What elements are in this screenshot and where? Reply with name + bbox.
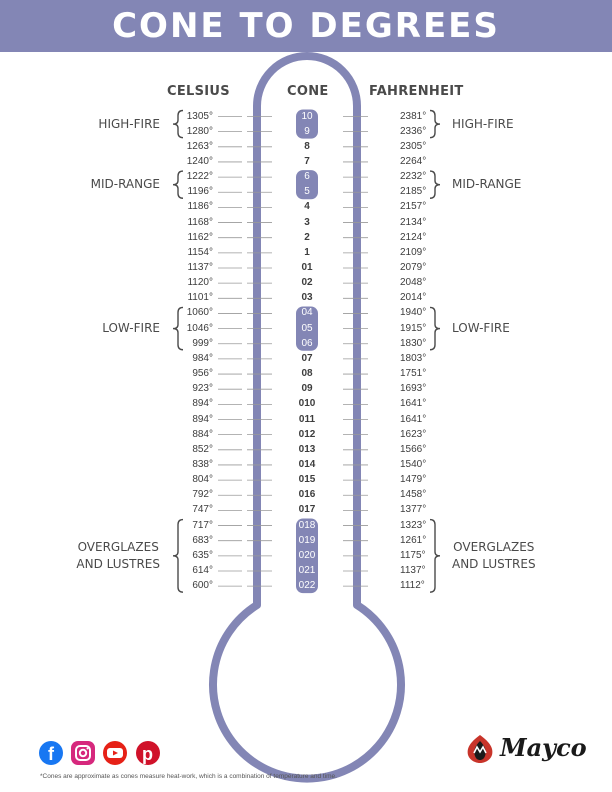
cone-number: 5 [304, 186, 310, 198]
cone-number: 010 [298, 398, 316, 410]
fahrenheit-header: FAHRENHEIT [369, 84, 464, 99]
fahrenheit-value: 2381° [400, 110, 427, 122]
cone-number: 09 [301, 383, 313, 395]
cone-number: 01 [301, 262, 313, 273]
celsius-value: 956° [192, 368, 213, 380]
range-label-left: MID-RANGE [90, 177, 160, 192]
cone-number: 06 [301, 337, 313, 349]
fahrenheit-value: 2336° [400, 125, 427, 137]
right-brace [430, 307, 440, 349]
celsius-value: 894° [192, 413, 213, 425]
fahrenheit-value: 1112° [400, 580, 425, 592]
fahrenheit-value: 2232° [400, 171, 427, 183]
left-brace [173, 520, 183, 593]
fahrenheit-value: 2014° [400, 292, 427, 304]
fahrenheit-value: 1803° [400, 352, 427, 364]
celsius-value: 635° [192, 549, 213, 561]
footnote: *Cones are approximate as cones measure heat-work, which is a combination of temperature and time. [40, 773, 337, 780]
celsius-value: 804° [192, 474, 213, 486]
celsius-value: 1101° [187, 292, 213, 304]
celsius-value: 1120° [187, 277, 213, 289]
range-label-right: OVERGLAZES AND LUSTRES [452, 539, 536, 571]
fahrenheit-value: 1323° [400, 519, 427, 531]
celsius-value: 923° [192, 383, 213, 395]
celsius-value: 884° [192, 428, 213, 440]
cone-number: 04 [301, 307, 313, 319]
range-label-right: HIGH-FIRE [452, 116, 514, 131]
page-title: CONE TO DEGREES [112, 6, 500, 46]
fahrenheit-value: 1641° [400, 398, 427, 410]
celsius-value: 1305° [186, 110, 213, 122]
cone-number: 6 [304, 171, 310, 183]
celsius-value: 1240° [186, 155, 213, 167]
cone-number: 05 [301, 322, 313, 334]
fahrenheit-value: 1830° [400, 337, 427, 349]
celsius-value: 1162° [187, 231, 213, 243]
range-label-left: OVERGLAZES AND LUSTRES [76, 539, 160, 571]
fahrenheit-value: 2124° [400, 231, 427, 243]
celsius-value: 1280° [186, 125, 213, 137]
mayco-logo-mark-icon [462, 733, 498, 765]
cone-number: 02 [301, 277, 313, 289]
celsius-value: 984° [192, 352, 213, 364]
celsius-value: 999° [192, 337, 213, 349]
celsius-value: 792° [192, 489, 213, 501]
celsius-value: 852° [192, 443, 213, 455]
cone-number: 1 [304, 246, 310, 258]
range-label-right: LOW-FIRE [452, 321, 510, 336]
cone-number: 018 [298, 519, 316, 531]
fahrenheit-value: 2157° [400, 201, 427, 213]
celsius-value: 747° [192, 504, 213, 516]
fahrenheit-value: 1479° [400, 474, 427, 486]
youtube-icon[interactable] [103, 741, 127, 765]
fahrenheit-value: 2048° [400, 277, 427, 289]
cone-number: 021 [298, 565, 316, 576]
fahrenheit-value: 2185° [400, 186, 427, 198]
celsius-value: 1222° [186, 171, 213, 183]
cone-number: 4 [304, 201, 310, 213]
cone-number: 08 [301, 368, 313, 380]
cone-number: 8 [304, 140, 310, 152]
range-label-right: MID-RANGE [452, 177, 522, 192]
facebook-icon[interactable] [39, 741, 63, 765]
fahrenheit-value: 1540° [400, 458, 427, 470]
cone-number: 9 [304, 125, 310, 137]
celsius-value: 1263° [186, 140, 213, 152]
left-brace [173, 307, 183, 349]
fahrenheit-value: 1137° [400, 565, 426, 576]
fahrenheit-value: 1940° [400, 307, 427, 319]
range-label-left: LOW-FIRE [102, 321, 160, 336]
cone-number: 017 [298, 504, 316, 516]
fahrenheit-value: 1261° [400, 534, 427, 546]
celsius-value: 1137° [187, 262, 213, 273]
celsius-value: 1060° [186, 307, 213, 319]
instagram-icon[interactable] [71, 741, 95, 765]
celsius-value: 1168° [187, 216, 213, 228]
fahrenheit-value: 1641° [400, 413, 427, 425]
fahrenheit-value: 2264° [400, 155, 427, 167]
celsius-value: 1186° [187, 201, 213, 213]
cone-number: 03 [301, 292, 313, 304]
celsius-value: 1196° [187, 186, 213, 198]
cone-number: 10 [301, 110, 313, 122]
fahrenheit-value: 1566° [400, 443, 427, 455]
svg-text:f: f [48, 744, 54, 764]
celsius-value: 894° [192, 398, 213, 410]
fahrenheit-value: 1458° [400, 489, 427, 501]
fahrenheit-value: 2134° [400, 216, 427, 228]
cone-number: 022 [298, 580, 316, 592]
celsius-header: CELSIUS [167, 84, 230, 99]
right-brace [430, 111, 440, 138]
cone-number: 015 [298, 474, 316, 486]
cone-number: 3 [304, 216, 310, 228]
fahrenheit-value: 2079° [400, 262, 427, 273]
cone-number: 013 [298, 443, 316, 455]
celsius-value: 1046° [186, 322, 213, 334]
fahrenheit-value: 1693° [400, 383, 427, 395]
fahrenheit-value: 2305° [400, 140, 427, 152]
cone-number: 020 [298, 549, 316, 561]
fahrenheit-value: 1751° [400, 368, 427, 380]
cone-number: 2 [304, 231, 310, 243]
left-brace [173, 171, 183, 198]
celsius-value: 1154° [187, 246, 213, 258]
fahrenheit-value: 1377° [400, 504, 427, 516]
celsius-value: 838° [192, 458, 213, 470]
celsius-value: 717° [192, 519, 213, 531]
celsius-value: 683° [192, 534, 213, 546]
left-brace [173, 111, 183, 138]
cone-number: 07 [301, 352, 313, 364]
cone-number: 016 [298, 489, 316, 501]
pinterest-icon[interactable] [136, 741, 160, 765]
cone-number: 019 [298, 534, 316, 546]
cone-number: 014 [298, 458, 316, 470]
cone-number: 7 [304, 155, 310, 167]
celsius-value: 614° [192, 565, 213, 576]
right-brace [430, 520, 440, 593]
fahrenheit-value: 2109° [400, 246, 427, 258]
fahrenheit-value: 1175° [400, 549, 426, 561]
celsius-value: 600° [192, 580, 213, 592]
fahrenheit-value: 1915° [400, 322, 427, 334]
cone-header: CONE [287, 84, 329, 99]
cone-number: 012 [298, 428, 316, 440]
mayco-logo: Mayco [500, 733, 587, 762]
fahrenheit-value: 1623° [400, 428, 427, 440]
cone-number: 011 [298, 413, 316, 425]
svg-text:p: p [142, 744, 153, 764]
range-label-left: HIGH-FIRE [98, 116, 160, 131]
right-brace [430, 171, 440, 198]
